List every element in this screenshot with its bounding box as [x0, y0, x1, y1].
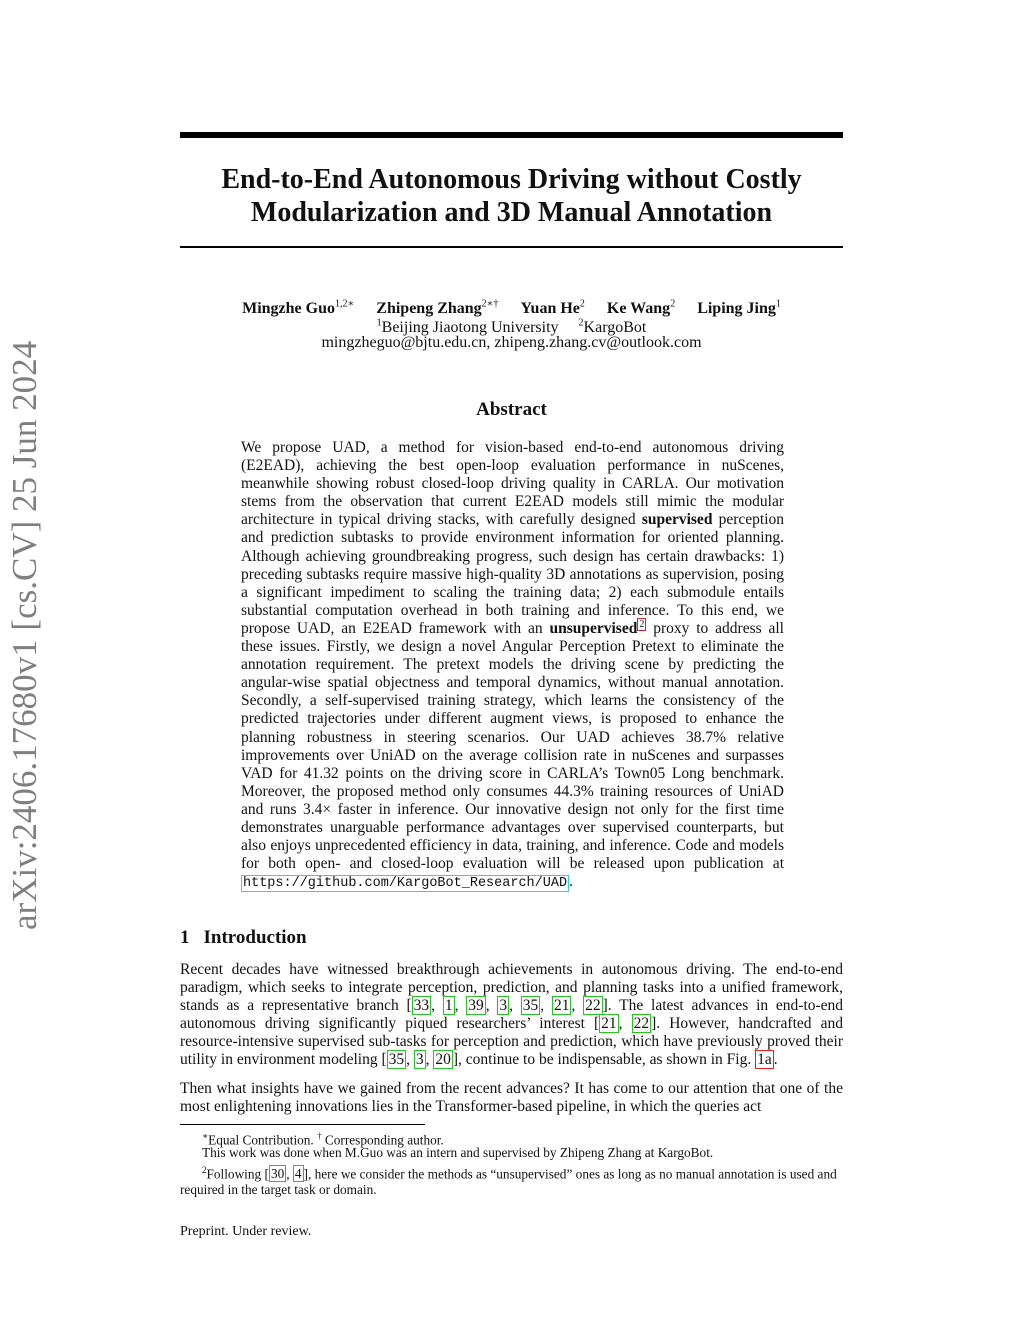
abstract-body: We propose UAD, a method for vision-based end-to-end autonomous driving (E2EAD), achieving the best open-loop evaluation performance in nuScenes, meanwhile showing robust closed-loop driving quality in CARLA. Our motivation stems from the observation that current E2EAD models still mimic the modular architecture in typical driving stacks, with carefully designed supervised perception and prediction subtasks to provide environment information for oriented planning. Although achieving groundbreaking progress, such design has certain drawbacks: 1) preceding subtasks require massive high-quality 3D annotations as supervision, posing a significant impediment to scaling the training data; 2) each submodule entails substantial computation overhead in both training and inference. To this end, we propose UAD, an E2EAD framework with an unsupervised $^2$ proxy to address all these issues. Firstly, we design a novel Angular Perception Pretext to eliminate the annotation requirement. The pretext models the driving scene by predicting the angular-wise spatial objectness and temporal dynamics, without manual annotation. Secondly, a self-supervised training strategy, which learns the consistency of the predicted trajectories under different augment views, is proposed to enhance the planning robustness in steering scenarios. Our UAD achieves 38.7% relative improvements over UniAD on the average collision rate in nuScenes and surpasses VAD for 41.32 points on the driving score in CARLA’s Town05 Long benchmark. Moreover, the proposed method only consumes 44.3% training resources of UniAD and runs 3.4× faster in inference. Our innovative design not only for the first time demonstrates unarguable performance advantages over supervised counterparts, but also enjoys unprecedented efficiency in data, training, and inference. Code and models for both open- and closed-loop evaluation will be released upon publication at https://github.com/KargoBot_Research/UAD .: [241, 439, 784, 892]
author: Mingzhe Guo$^{1,2∗}$: [242, 299, 355, 318]
author: Ke Wang$^2$: [606, 299, 676, 318]
citation-link[interactable]: 20: [435, 1051, 451, 1069]
citation-link[interactable]: 1: [444, 997, 453, 1015]
author-emails: mingzheguo@bjtu.edu.cn, zhipeng.zhang.cv@outlook.com: [321, 334, 702, 351]
citation-link[interactable]: 3: [499, 997, 508, 1015]
paper-title: End-to-End Autonomous Driving without Costly Modularization and 3D Manual Annotation: [221, 164, 802, 228]
preprint-notice: Preprint. Under review.: [180, 1224, 312, 1239]
section-heading-introduction: 1 Introduction: [180, 927, 307, 948]
footnote-3: $^2$Following [ 30 , 4 ], here we consider the methods as “unsupervised” ones as long as no manual annotation is used and required in the target task or domain.: [180, 1165, 837, 1198]
title-top-rule: [180, 132, 843, 138]
citation-link[interactable]: 22: [585, 997, 601, 1015]
affiliation: $^1$Beijing Jiaotong University: [376, 318, 559, 337]
citation-link[interactable]: 21: [553, 997, 570, 1015]
citation-link[interactable]: 22: [633, 1015, 650, 1033]
title-bottom-rule: [180, 246, 843, 248]
citation-link[interactable]: 30: [270, 1166, 285, 1182]
footnote-rule: [180, 1124, 425, 1125]
citation-link[interactable]: 35: [522, 997, 539, 1015]
author: Yuan He$^2$: [520, 299, 585, 318]
figure-link[interactable]: 1a: [757, 1051, 772, 1069]
author: Liping Jing$^1$: [697, 299, 781, 318]
affiliation: $^2$KargoBot: [578, 318, 647, 337]
citation-link[interactable]: 21: [601, 1015, 617, 1033]
citation-link[interactable]: 4: [294, 1166, 302, 1182]
citation-link[interactable]: 33: [413, 997, 430, 1015]
citation-link[interactable]: 3: [415, 1051, 424, 1069]
abstract-heading: Abstract: [476, 399, 547, 420]
citation-link[interactable]: 39: [468, 997, 484, 1015]
footnote-link[interactable]: 2: [639, 618, 645, 630]
footnote-2: This work was done when M.Guo was an intern and supervised by Zhipeng Zhang at KargoBot.: [202, 1145, 714, 1160]
citation-link[interactable]: 35: [388, 1051, 405, 1069]
footnote-1: ∗Equal Contribution. † Corresponding author.: [202, 1131, 444, 1148]
intro-paragraph-1: Recent decades have witnessed breakthrough achievements in autonomous driving. The end-to-end paradigm, which seeks to integrate perception, prediction, and planning tasks into a unified framework, stands as a representative branch [ 33 , 1 , 39 , 3 , 35 , 21 , 22 ]. The latest advances in end-to-end autonomous driving significantly piqued researchers’ interest [ 21 , 22 ]. However, handcrafted and resource-intensive supervised sub-tasks for perception and prediction, which have previously proved their utility in environment modeling [ 35 , 3 , 20 ], continue to be indispensable, as shown in Fig. 1a .: [180, 961, 844, 1069]
github-link[interactable]: https://github.com/KargoBot_Research/UAD: [243, 876, 568, 892]
author: Zhipeng Zhang$^{2∗\dagger}$: [376, 299, 499, 318]
arxiv-identifier: arXiv:2406.17680v1 [cs.CV] 25 Jun 2024: [5, 340, 44, 930]
intro-paragraph-2: Then what insights have we gained from the recent advances? It has come to our attention that one of the most enlightening innovations lies in the Transformer-based pipeline, in which the queries act: [180, 1080, 843, 1116]
